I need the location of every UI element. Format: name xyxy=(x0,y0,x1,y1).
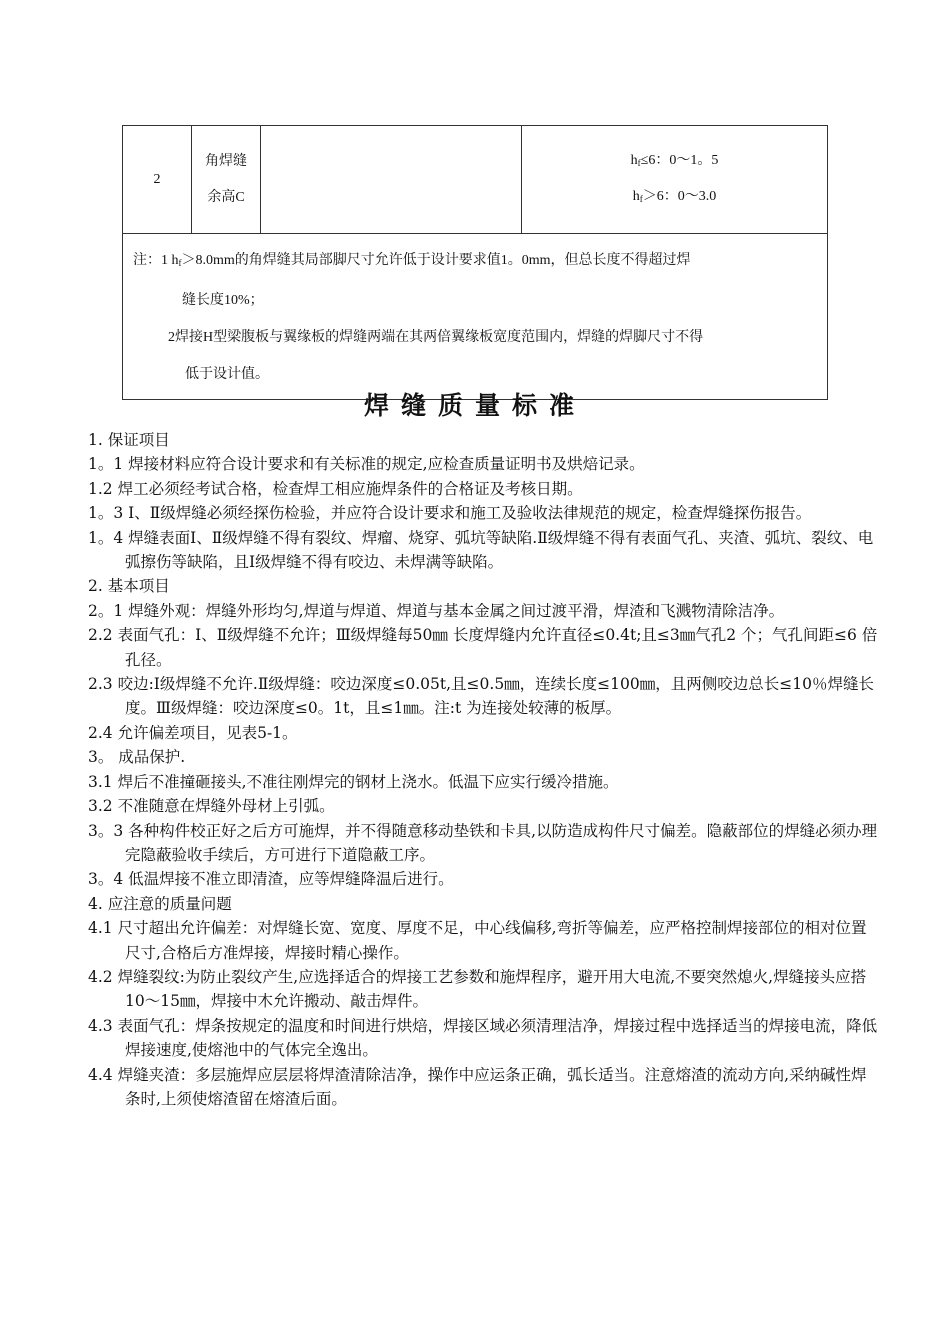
item-name-line: 余高C xyxy=(207,189,245,205)
note-prefix: 注：1 xyxy=(133,253,172,268)
list-item: 2.3 咬边:Ⅰ级焊缝不允许.Ⅱ级焊缝：咬边深度≤0.05t,且≤0.5㎜，连续长度≤100㎜，且两侧咬边总长≤10％焊缝长度。Ⅲ级焊缝：咬边深度≤0。1t，且≤1㎜。注:t 为连接处较薄的板厚。 xyxy=(88,675,874,718)
row-number: 2 xyxy=(123,126,192,234)
symbol-h: h xyxy=(632,188,640,204)
empty-cell xyxy=(261,126,522,234)
symbol-sub: f xyxy=(637,157,641,168)
list-item: 2.2 表面气孔：Ⅰ、Ⅱ级焊缝不允许；Ⅲ级焊缝每50㎜ 长度焊缝内允许直径≤0.4t;且≤3㎜气孔2 个；气孔间距≤6 倍孔径。 xyxy=(88,626,878,669)
list-item: 1. 保证项目 xyxy=(88,431,170,449)
list-item: 4. 应注意的质量问题 xyxy=(88,894,232,913)
list-item: 1。3 Ⅰ、Ⅱ级焊缝必须经探伤检验，并应符合设计要求和施工及验收法律规范的规定，检查焊缝探伤报告。 xyxy=(88,504,812,523)
value-text: ＞6：0～3.0 xyxy=(642,188,717,204)
symbol-h: h xyxy=(630,152,638,168)
list-item: 4.2 焊缝裂纹:为防止裂纹产生,应选择适合的焊接工艺参数和施焊程序，避开用大电流,不要突然熄火,焊缝接头应搭10～15㎜，焊接中木允许搬动、敲击焊件。 xyxy=(88,967,867,1011)
list-item: 2.4 允许偏差项目，见表5-1。 xyxy=(88,723,298,742)
note-line: 2焊接H型梁腹板与翼缘板的焊缝两端在其两倍翼缘板宽度范围内，焊缝的焊脚尺寸不得 xyxy=(168,330,704,345)
list-item: 3。3 各种构件校正好之后方可施焊，并不得随意移动垫铁和卡具,以防造成构件尺寸偏差。隐蔽部位的焊缝必须办理完隐蔽验收手续后，方可进行下道隐蔽工序。 xyxy=(88,821,878,864)
standard-body xyxy=(88,428,878,1111)
symbol-h: h xyxy=(171,253,179,268)
note-row xyxy=(123,234,828,400)
value-text: ≤6：0～1。5 xyxy=(640,152,719,168)
list-item: 4.1 尺寸超出允许偏差：对焊缝长宽、宽度、厚度不足，中心线偏移,弯折等偏差，应严格控制焊接部位的相对位置尺寸,合格后方准焊接，焊接时精心操作。 xyxy=(88,919,867,962)
symbol-sub: f xyxy=(178,258,182,268)
value-cell xyxy=(522,126,828,234)
list-item: 2。1 焊缝外观：焊缝外形均匀,焊道与焊道、焊道与基本金属之间过渡平滑，焊渣和飞溅物清除洁净。 xyxy=(88,601,785,620)
page-title: 焊缝质量标准 xyxy=(363,391,586,420)
note-cell xyxy=(123,234,828,400)
list-item: 3.1 焊后不准撞砸接头,不准往刚焊完的钢材上浇水。低温下应实行缓冷措施。 xyxy=(88,772,619,791)
value-line xyxy=(522,144,827,180)
list-item: 1。4 焊缝表面Ⅰ、Ⅱ级焊缝不得有裂纹、焊瘤、烧穿、弧坑等缺陷.Ⅱ级焊缝不得有表面气孔、夹渣、弧坑、裂纹、电弧擦伤等缺陷，且Ⅰ级焊缝不得有咬边、未焊满等缺陷。 xyxy=(88,528,874,572)
table-row xyxy=(123,126,828,234)
item-name-cell xyxy=(192,126,261,234)
tolerance-table xyxy=(122,125,828,400)
list-item: 2. 基本项目 xyxy=(88,577,170,596)
value-line xyxy=(522,180,827,216)
list-item: 3.2 不准随意在焊缝外母材上引弧。 xyxy=(88,797,335,816)
symbol-sub: f xyxy=(639,193,643,204)
note-text: ＞8.0mm的角焊缝其局部脚尺寸允许低于设计要求值1。0mm，但总长度不得超过焊 xyxy=(181,253,691,268)
note-line xyxy=(133,242,817,282)
list-item: 3。4 低温焊接不准立即清渣，应等焊缝降温后进行。 xyxy=(88,870,454,889)
list-item: 4.4 焊缝夹渣：多层施焊应层层将焊渣清除洁净，操作中应运条正确，弧长适当。注意熔渣的流动方向,采纳碱性焊条时,上须使熔渣留在熔渣后面。 xyxy=(88,1065,867,1108)
list-item: 4.3 表面气孔：焊条按规定的温度和时间进行烘焙，焊接区域必须清理洁净，焊接过程中选择适当的焊接电流，降低焊接速度,使熔池中的气体完全逸出。 xyxy=(88,1016,878,1060)
note-line: 缝长度10%； xyxy=(182,293,264,308)
note-line: 低于设计值。 xyxy=(185,367,269,382)
list-item: 1。1 焊接材料应符合设计要求和有关标准的规定,应检查质量证明书及烘焙记录。 xyxy=(88,455,645,474)
item-name-line: 角焊缝 xyxy=(205,153,247,169)
list-item: 1.2 焊工必须经考试合格，检查焊工相应施焊条件的合格证及考核日期。 xyxy=(88,479,583,498)
list-item: 3。 成品保护. xyxy=(88,748,186,767)
